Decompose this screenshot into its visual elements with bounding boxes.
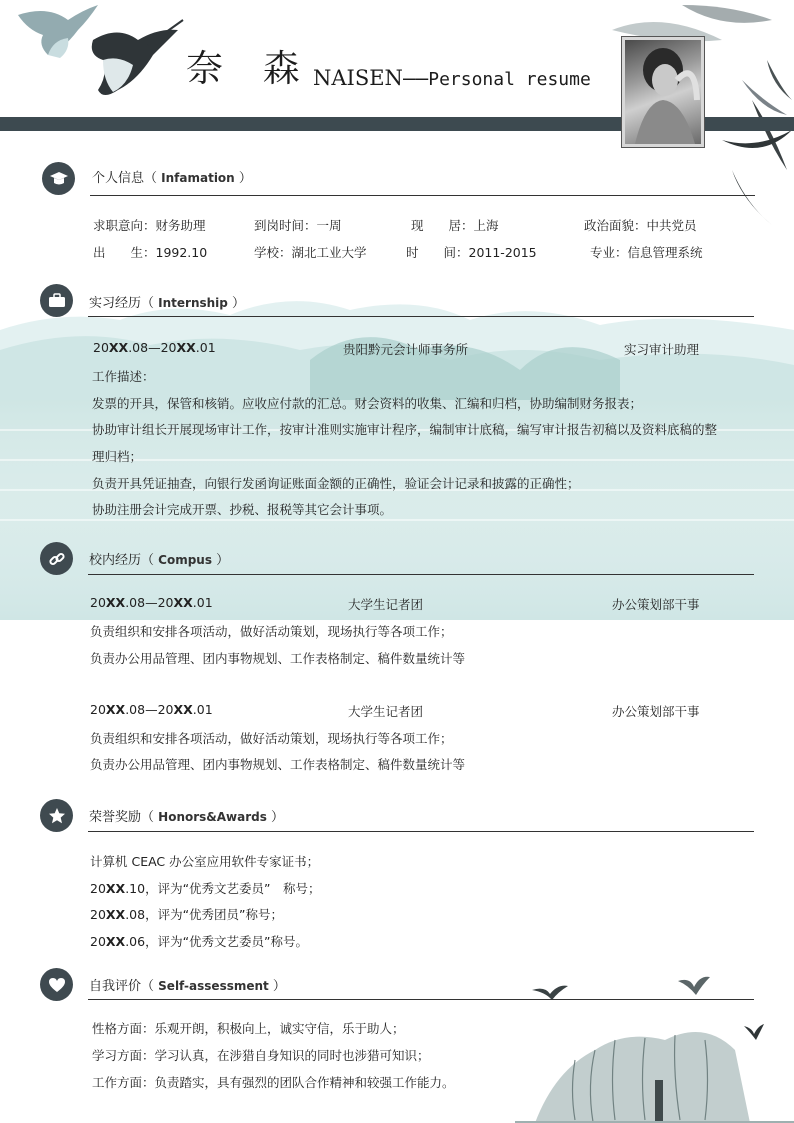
internship-desc-line: 协助注册会计完成开票、抄税、报税等其它会计事项。	[92, 502, 393, 517]
graduation-cap-icon	[49, 171, 69, 187]
internship-desc-line: 协助审计组长开展现场审计工作，按审计准则实施审计程序，编制审计底稿，编写审计报告初稿以及资料底稿的整	[92, 422, 718, 437]
section-divider	[88, 999, 754, 1000]
internship-desc-line: 负责开具凭证抽查，向银行发函询证账面金额的正确性，验证会计记录和披露的正确性；	[92, 476, 580, 491]
resume-subtitle: NAISEN——Personal resume	[313, 66, 591, 90]
honor-item: 20XX.08，评为“优秀团员”称号；	[90, 907, 284, 922]
campus-org: 大学生记者团	[348, 597, 424, 612]
section-title-personal: 个人信息（ Infamation ）	[92, 171, 252, 186]
internship-company: 贵阳黔元会计师事务所	[343, 342, 469, 357]
section-divider	[88, 574, 754, 575]
section-title-internship: 实习经历（ Internship ）	[89, 296, 246, 311]
self-assessment-icon	[40, 968, 73, 1001]
campus-role: 办公策划部干事	[612, 704, 700, 719]
section-divider	[88, 316, 754, 317]
info-major: 专业：信息管理系统	[590, 245, 703, 260]
bird-icon	[676, 975, 712, 999]
self-line: 性格方面：乐观开朗，积极向上，诚实守信，乐于助人；	[92, 1021, 405, 1036]
info-period: 时 间：2011-2015	[406, 245, 537, 260]
campus-date: 20XX.08—20XX.01	[90, 595, 213, 610]
personal-info-icon	[42, 162, 75, 195]
campus-role: 办公策划部干事	[612, 597, 700, 612]
section-title-self: 自我评价（ Self-assessment ）	[89, 979, 286, 994]
star-icon	[48, 807, 66, 825]
campus-org: 大学生记者团	[348, 704, 424, 719]
heart-icon	[48, 977, 66, 993]
section-title-campus: 校内经历（ Compus ）	[89, 553, 230, 568]
bird-icon	[530, 982, 570, 1004]
info-birth: 出 生：1992.10	[93, 245, 208, 260]
info-residence: 现 居：上海	[411, 218, 499, 233]
campus-desc-line: 负责办公用品管理、团内事物规划、工作表格制定、稿件数量统计等	[90, 757, 466, 772]
internship-desc-line: 理归档；	[92, 449, 143, 464]
honor-item: 20XX.10，评为“优秀文艺委员” 称号；	[90, 881, 321, 896]
info-job-intent: 求职意向：财务助理	[93, 218, 206, 233]
self-line: 学习方面：学习认真，在涉猎自身知识的同时也涉猎可知识；	[92, 1048, 430, 1063]
honors-icon	[40, 799, 73, 832]
link-icon	[48, 550, 66, 568]
resume-name: 奈 森	[186, 47, 314, 90]
info-school: 学校：湖北工业大学	[254, 245, 367, 260]
internship-date: 20XX.08—20XX.01	[93, 340, 216, 355]
self-line: 工作方面：负责踏实，具有强烈的团队合作精神和较强工作能力。	[92, 1075, 455, 1090]
campus-icon	[40, 542, 73, 575]
internship-desc-line: 发票的开具，保管和核销。应收应付款的汇总。财会资料的收集、汇编和归档，协助编制财务报表；	[92, 396, 643, 411]
internship-role: 实习审计助理	[624, 342, 700, 357]
briefcase-icon	[48, 293, 66, 308]
info-political: 政治面貌：中共党员	[584, 218, 697, 233]
campus-desc-line: 负责办公用品管理、团内事物规划、工作表格制定、稿件数量统计等	[90, 651, 466, 666]
honor-item: 20XX.06，评为“优秀文艺委员”称号。	[90, 934, 309, 949]
section-title-honors: 荣誉奖励（ Honors&Awards ）	[89, 810, 285, 825]
section-divider	[90, 195, 755, 196]
info-arrival-time: 到岗时间：一周	[254, 218, 342, 233]
internship-icon	[40, 284, 73, 317]
profile-photo	[621, 36, 705, 148]
honor-item: 计算机 CEAC 办公室应用软件专家证书；	[90, 854, 320, 869]
bird-icon	[742, 1022, 766, 1044]
internship-desc-label: 工作描述：	[92, 369, 155, 384]
section-divider	[88, 831, 754, 832]
campus-desc-line: 负责组织和安排各项活动，做好活动策划，现场执行等各项工作；	[90, 731, 453, 746]
campus-date: 20XX.08—20XX.01	[90, 702, 213, 717]
crane-illustration	[8, 0, 188, 110]
campus-desc-line: 负责组织和安排各项活动，做好活动策划，现场执行等各项工作；	[90, 624, 453, 639]
